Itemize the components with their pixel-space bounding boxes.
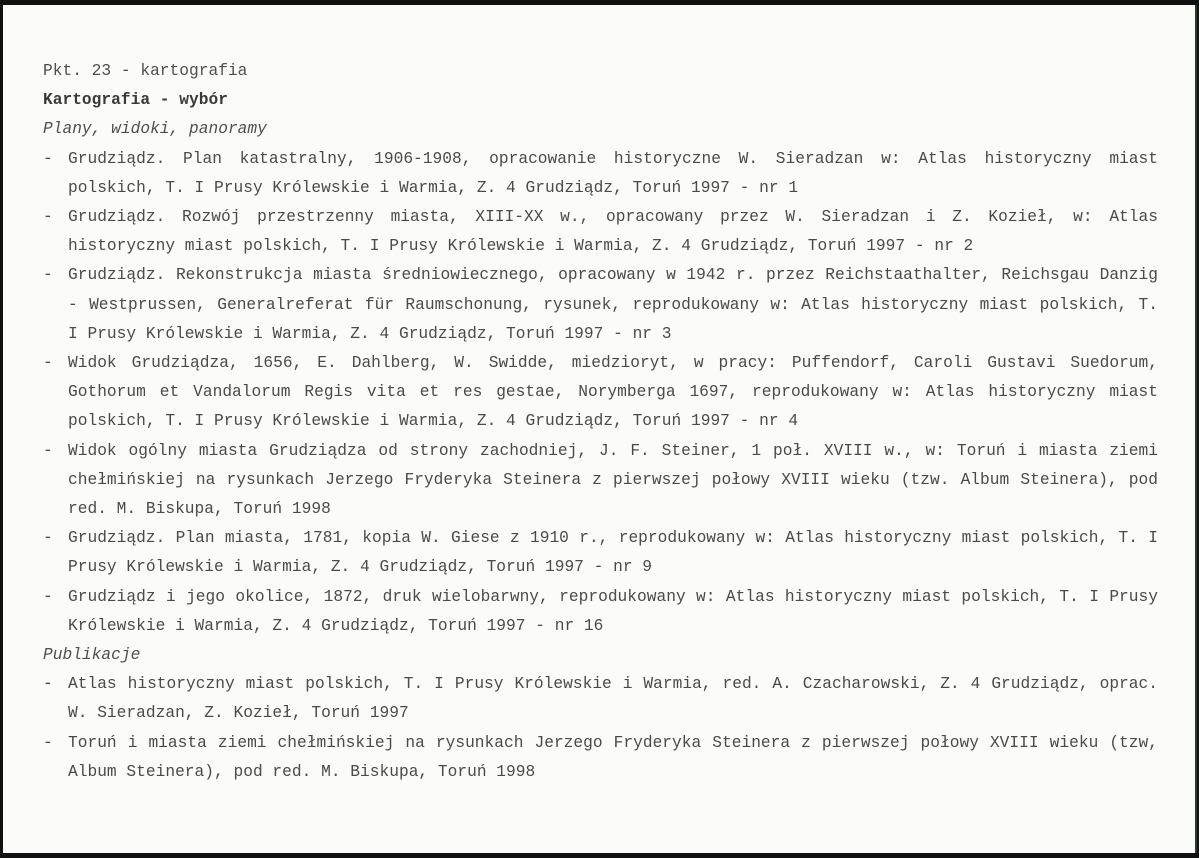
group-heading: Publikacje bbox=[43, 646, 141, 665]
list-item bbox=[43, 203, 1158, 261]
group-heading: Plany, widoki, panoramy bbox=[43, 120, 267, 139]
dash-bullet: - bbox=[43, 587, 53, 606]
section-label: Pkt. 23 - kartografia bbox=[43, 62, 248, 80]
dash-bullet: - bbox=[43, 208, 53, 227]
group-publications bbox=[43, 641, 1158, 787]
group-plans-views bbox=[43, 115, 1158, 641]
entry-text: Widok ogólny miasta Grudziądza od strony zachodniej, J. F. Steiner, 1 poł. XVIII w., w: Toruń i miasta ziemi chełmińskiej na rysunkach Jerzego Fryderyka Steinera z pierwszej połowy XVIII wieku (tzw. Album Steinera), pod red. M. Biskupa, Toruń 1998 bbox=[68, 441, 1158, 519]
entry-text: Grudziądz. Rozwój przestrzenny miasta, XIII-XX w., opracowany przez W. Sieradzan i Z. Kozieł, w: Atlas historyczny miast polskich, T. I Prusy Królewskie i Warmia, Z. 4 Grudziądz, Toruń 1997 - nr 2 bbox=[68, 208, 1158, 256]
list-item bbox=[43, 524, 1158, 582]
entry-text: Grudziądz i jego okolice, 1872, druk wielobarwny, reprodukowany w: Atlas historyczny miast polskich, T. I Prusy Królewskie i Warmia, Z. 4 Grudziądz, Toruń 1997 - nr 16 bbox=[68, 587, 1158, 635]
dash-bullet: - bbox=[43, 733, 53, 752]
entry-text: Grudziądz. Plan katastralny, 1906-1908, opracowanie historyczne W. Sieradzan w: Atlas historyczny miast polskich, T. I Prusy Królewskie i Warmia, Z. 4 Grudziądz, Toruń 1997 - nr 1 bbox=[68, 149, 1158, 197]
dash-bullet: - bbox=[43, 441, 53, 460]
dash-bullet: - bbox=[43, 675, 53, 694]
entry-text: Toruń i miasta ziemi chełmińskiej na rysunkach Jerzego Fryderyka Steinera z pierwszej połowy XVIII wieku (tzw, Album Steinera), pod red. M. Biskupa, Toruń 1998 bbox=[68, 733, 1158, 781]
dash-bullet: - bbox=[43, 354, 53, 373]
list-item bbox=[43, 145, 1158, 203]
list-item bbox=[43, 583, 1158, 641]
document-title: Kartografia - wybór bbox=[43, 91, 228, 110]
list-item bbox=[43, 670, 1158, 728]
entry-text: Atlas historyczny miast polskich, T. I Prusy Królewskie i Warmia, red. A. Czacharowski, Z. 4 Grudziądz, oprac. W. Sieradzan, Z. Kozieł, Toruń 1997 bbox=[68, 675, 1158, 723]
entry-text: Widok Grudziądza, 1656, E. Dahlberg, W. Swidde, miedzioryt, w pracy: Puffendorf, Caroli Gustavi Suedorum, Gothorum et Vandalorum Regis vita et res gestae, Norymberga 1697, reprodukowany w: Atlas historyczny miast polskich, T. I Prusy Królewskie i Warmia, Z. 4 Grudziądz, Toruń 1997 - nr 4 bbox=[68, 354, 1158, 431]
list-item bbox=[43, 437, 1158, 525]
list-item bbox=[43, 349, 1158, 437]
dash-bullet: - bbox=[43, 149, 53, 168]
scanned-page bbox=[3, 5, 1197, 853]
list-item bbox=[43, 261, 1158, 349]
entry-text: Grudziądz. Rekonstrukcja miasta średniowiecznego, opracowany w 1942 r. przez Reichstaathalter, Reichsgau Danzig - Westprussen, Generalreferat für Raumschonung, rysunek, reprodukowany w: Atlas historyczny miast polskich, T. I Prusy Królewskie i Warmia, Z. 4 Grudziądz, Toruń 1997 - nr 3 bbox=[68, 266, 1158, 343]
entry-text: Grudziądz. Plan miasta, 1781, kopia W. Giese z 1910 r., reprodukowany w: Atlas historyczny miast polskich, T. I Prusy Królewskie i Warmia, Z. 4 Grudziądz, Toruń 1997 - nr 9 bbox=[68, 529, 1158, 577]
dash-bullet: - bbox=[43, 529, 53, 548]
document-body bbox=[43, 57, 1158, 787]
list-item bbox=[43, 729, 1158, 787]
dash-bullet: - bbox=[43, 266, 53, 285]
